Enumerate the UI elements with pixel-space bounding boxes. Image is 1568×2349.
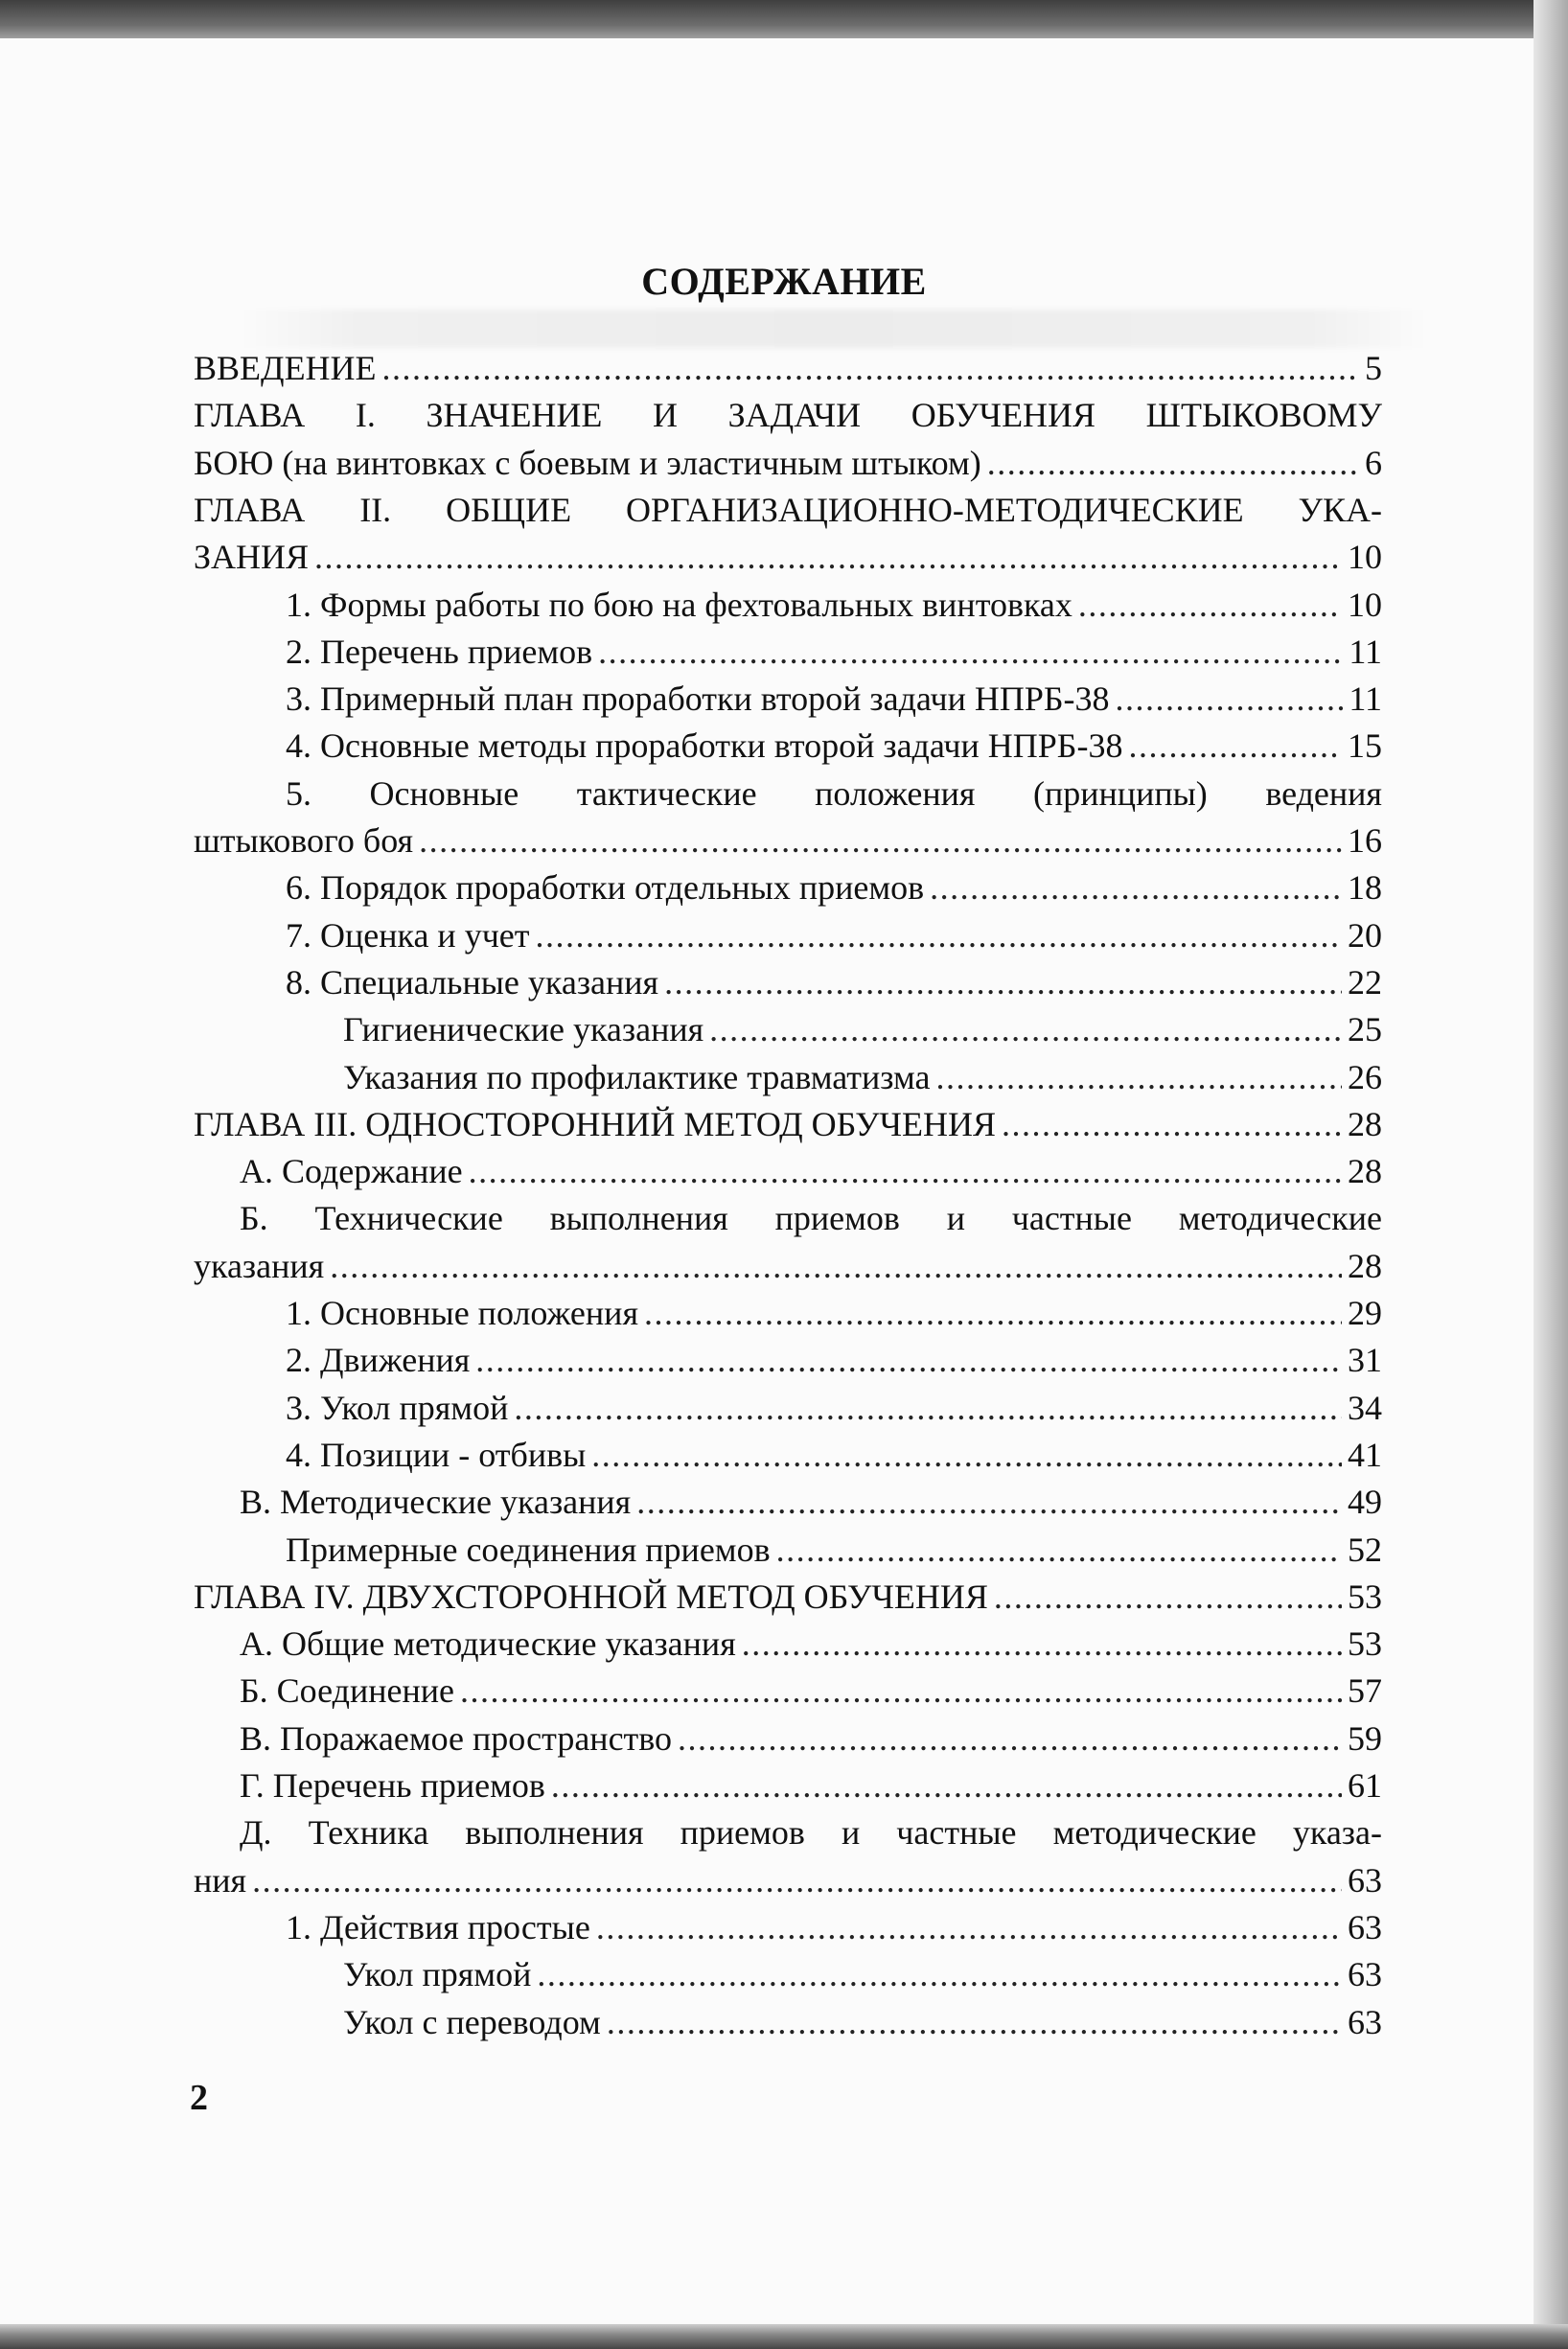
toc-entry-page: 63 xyxy=(1348,1861,1382,1900)
toc-entry-title: Укол с переводом xyxy=(343,2003,601,2041)
dot-leader xyxy=(598,629,1343,676)
toc-entry-title: указания xyxy=(194,1247,325,1285)
dot-leader xyxy=(930,864,1342,911)
toc-entry-title: 4. Позиции - отбивы xyxy=(286,1436,587,1474)
toc-entry-page: 61 xyxy=(1348,1766,1382,1805)
toc-entry-title: Указания по профилактике травматизма xyxy=(343,1058,931,1096)
toc-entry-page: 28 xyxy=(1348,1247,1382,1285)
toc-entry-page: 53 xyxy=(1348,1624,1382,1663)
toc-entry xyxy=(240,1621,1382,1668)
toc-entry xyxy=(286,1337,1382,1384)
toc-entry xyxy=(286,676,1382,723)
toc-entry xyxy=(240,1762,1382,1809)
toc-entry-page: 5 xyxy=(1365,349,1382,387)
toc-entry-title: 7. Оценка и учет xyxy=(286,916,530,955)
toc-entry-page: 26 xyxy=(1348,1058,1382,1096)
toc-entry xyxy=(286,1432,1382,1479)
dot-leader xyxy=(607,1999,1342,2046)
dot-leader xyxy=(1078,582,1342,629)
toc-entry-page: 31 xyxy=(1348,1341,1382,1379)
toc-entry-page: 15 xyxy=(1348,726,1382,765)
toc-entry-title: 2. Перечень приемов xyxy=(286,633,593,671)
dot-leader xyxy=(537,1951,1342,1998)
toc-entry-page: 6 xyxy=(1365,444,1382,482)
toc-entry-title: 2. Движения xyxy=(286,1341,471,1379)
dot-leader xyxy=(742,1621,1342,1668)
toc-entry-title: ГЛАВА III. ОДНОСТОРОННИЙ МЕТОД ОБУЧЕНИЯ xyxy=(194,1105,996,1143)
dot-leader xyxy=(636,1479,1342,1526)
toc-entry-page: 16 xyxy=(1348,821,1382,860)
toc-line-continued: ГЛАВА I. ЗНАЧЕНИЕ И ЗАДАЧИ ОБУЧЕНИЯ ШТЫКОВОМУ xyxy=(194,396,1382,434)
dot-leader xyxy=(475,1337,1342,1384)
toc-entry-title: 1. Формы работы по бою на фехтовальных винтовках xyxy=(286,586,1072,624)
toc-entry xyxy=(240,1479,1382,1526)
toc-entry-page: 25 xyxy=(1348,1010,1382,1048)
dot-leader xyxy=(987,440,1359,487)
dot-leader xyxy=(419,818,1342,864)
dot-leader xyxy=(1116,676,1344,723)
toc-entry-title: ния xyxy=(194,1861,247,1900)
toc-entry-page: 29 xyxy=(1348,1294,1382,1332)
dot-leader xyxy=(596,1904,1342,1951)
toc-entry-title: А. Общие методические указания xyxy=(240,1624,736,1663)
dot-leader xyxy=(709,1006,1342,1053)
toc-entry-page: 18 xyxy=(1348,868,1382,907)
toc-entry xyxy=(343,1054,1382,1101)
toc-entry-page: 11 xyxy=(1349,633,1382,671)
toc-entry-title: Примерные соединения приемов xyxy=(286,1531,771,1569)
toc-entry xyxy=(194,440,1382,487)
toc-entry-title: 3. Укол прямой xyxy=(286,1389,509,1427)
dot-leader xyxy=(252,1857,1342,1904)
toc-entry xyxy=(240,1668,1382,1715)
toc-entry-title: 1. Основные положения xyxy=(286,1294,638,1332)
toc-entry xyxy=(194,534,1382,581)
toc-entry-page: 53 xyxy=(1348,1578,1382,1616)
toc-entry xyxy=(286,912,1382,959)
toc-line-continued: 5. Основные тактические положения (принципы) ведения xyxy=(286,774,1382,813)
toc-entry-page: 22 xyxy=(1348,963,1382,1002)
toc-entry-title: Г. Перечень приемов xyxy=(240,1766,545,1805)
toc-entry xyxy=(194,1857,1382,1904)
toc-entry-title: 1. Действия простые xyxy=(286,1908,590,1946)
toc-entry-page: 41 xyxy=(1348,1436,1382,1474)
toc-entry-page: 10 xyxy=(1348,586,1382,624)
toc-entry xyxy=(343,1951,1382,1998)
toc-entry-page: 57 xyxy=(1348,1671,1382,1710)
toc-entry-title: ВВЕДЕНИЕ xyxy=(194,349,377,387)
toc-entry-page: 10 xyxy=(1348,538,1382,576)
toc-entry-page: 63 xyxy=(1348,1955,1382,1993)
toc-entry-page: 28 xyxy=(1348,1152,1382,1190)
toc-entry-title: штыкового боя xyxy=(194,821,414,860)
toc-entry xyxy=(286,1385,1382,1432)
toc-entry-page: 28 xyxy=(1348,1105,1382,1143)
toc-entry-title: В. Поражаемое пространство xyxy=(240,1719,673,1758)
toc-entry-page: 63 xyxy=(1348,2003,1382,2041)
dot-leader xyxy=(1128,723,1342,770)
dot-leader xyxy=(1002,1101,1342,1148)
toc-entry-title: 6. Порядок проработки отдельных приемов xyxy=(286,868,925,907)
dot-leader xyxy=(469,1148,1342,1195)
dot-leader xyxy=(551,1762,1342,1809)
dot-leader xyxy=(536,912,1342,959)
toc-entry-title: 8. Специальные указания xyxy=(286,963,659,1002)
toc-entry-title: ГЛАВА IV. ДВУХСТОРОННОЙ МЕТОД ОБУЧЕНИЯ xyxy=(194,1578,988,1616)
toc-entry-page: 49 xyxy=(1348,1483,1382,1521)
toc-entry xyxy=(240,1716,1382,1762)
dot-leader xyxy=(591,1432,1342,1479)
toc-entry-title: В. Методические указания xyxy=(240,1483,632,1521)
toc-line-continued: ГЛАВА II. ОБЩИЕ ОРГАНИЗАЦИОННО-МЕТОДИЧЕСКИЕ УКА- xyxy=(194,491,1382,529)
toc-entry xyxy=(286,1290,1382,1337)
toc-entry xyxy=(286,959,1382,1006)
dot-leader xyxy=(382,345,1359,392)
toc-line-continued: Д. Техника выполнения приемов и частные методические указа- xyxy=(240,1813,1382,1852)
toc-entry xyxy=(343,1006,1382,1053)
toc-entry xyxy=(286,723,1382,770)
toc-entry xyxy=(240,1148,1382,1195)
dot-leader xyxy=(460,1668,1342,1715)
toc-entry-page: 52 xyxy=(1348,1531,1382,1569)
dot-leader xyxy=(644,1290,1342,1337)
toc-entry-title: 4. Основные методы проработки второй задачи НПРБ-38 xyxy=(286,726,1123,765)
toc-entry-title: 3. Примерный план проработки второй задачи НПРБ-38 xyxy=(286,679,1110,718)
toc-entry-page: 20 xyxy=(1348,916,1382,955)
toc-entry-page: 59 xyxy=(1348,1719,1382,1758)
dot-leader xyxy=(314,534,1342,581)
toc-entry xyxy=(286,629,1382,676)
bleed-through-text xyxy=(240,310,1428,348)
page-heading: СОДЕРЖАНИЕ xyxy=(641,260,927,303)
dot-leader xyxy=(514,1385,1342,1432)
dot-leader xyxy=(936,1054,1342,1101)
toc-entry-title: А. Содержание xyxy=(240,1152,463,1190)
dot-leader xyxy=(994,1574,1342,1621)
toc-entry xyxy=(286,1904,1382,1951)
toc-entry xyxy=(286,1527,1382,1574)
toc-entry xyxy=(194,345,1382,392)
toc-entry xyxy=(194,818,1382,864)
toc-entry-title: Гигиенические указания xyxy=(343,1010,704,1048)
toc-entry xyxy=(286,582,1382,629)
scan-bottom-edge xyxy=(0,2324,1568,2349)
toc-entry xyxy=(194,1574,1382,1621)
toc-entry-title: Укол прямой xyxy=(343,1955,532,1993)
toc-entry-title: БОЮ (на винтовках с боевым и эластичным штыком) xyxy=(194,444,981,482)
toc-entry xyxy=(194,1243,1382,1290)
toc-entry xyxy=(286,864,1382,911)
dot-leader xyxy=(776,1527,1342,1574)
toc-entry-title: ЗАНИЯ xyxy=(194,538,310,576)
toc-entry-page: 63 xyxy=(1348,1908,1382,1946)
toc-entry xyxy=(343,1999,1382,2046)
toc-line-continued: Б. Технические выполнения приемов и частные методические xyxy=(240,1199,1382,1237)
dot-leader xyxy=(664,959,1342,1006)
toc-entry-title: Б. Соединение xyxy=(240,1671,454,1710)
dot-leader xyxy=(330,1243,1342,1290)
toc-entry xyxy=(194,1101,1382,1148)
page-number: 2 xyxy=(190,2078,208,2118)
toc-entry-page: 11 xyxy=(1349,679,1382,718)
dot-leader xyxy=(678,1716,1342,1762)
scan-right-edge xyxy=(1533,0,1568,2349)
toc-entry-page: 34 xyxy=(1348,1389,1382,1427)
